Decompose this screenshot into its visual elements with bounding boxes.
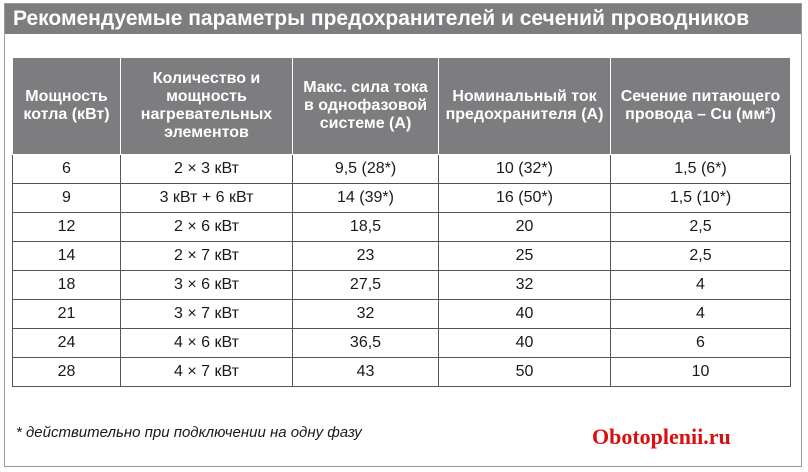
cell-max-current: 9,5 (28*) [293,155,439,184]
header-fuse-rated-current: Номинальный ток предохранителя (А) [439,58,611,155]
cell-power: 12 [13,213,121,242]
cell-cross-section: 10 [611,358,791,387]
cell-fuse: 50 [439,358,611,387]
cell-power: 9 [13,184,121,213]
cell-max-current: 32 [293,300,439,329]
cell-power: 28 [13,358,121,387]
header-heating-elements: Количество и мощность нагревательных элементов [121,58,293,155]
fuse-parameters-table [12,57,791,387]
page-title: Рекомендуемые параметры предохранителей и сечений проводников [13,7,750,30]
cell-max-current: 23 [293,242,439,271]
cell-power: 24 [13,329,121,358]
table-row [13,271,791,300]
table-row [13,300,791,329]
cell-elements: 3 кВт + 6 кВт [121,184,293,213]
table-row [13,329,791,358]
cell-max-current: 36,5 [293,329,439,358]
cell-elements: 4 × 7 кВт [121,358,293,387]
cell-fuse: 16 (50*) [439,184,611,213]
cell-max-current: 43 [293,358,439,387]
cell-max-current: 14 (39*) [293,184,439,213]
cell-elements: 4 × 6 кВт [121,329,293,358]
cell-cross-section: 6 [611,329,791,358]
cell-elements: 2 × 3 кВт [121,155,293,184]
table-row [13,242,791,271]
cell-elements: 2 × 7 кВт [121,242,293,271]
cell-fuse: 40 [439,300,611,329]
cell-cross-section: 4 [611,300,791,329]
table-row [13,213,791,242]
cell-cross-section: 2,5 [611,213,791,242]
footnote: * действительно при подключении на одну фазу [16,424,362,441]
table-row [13,358,791,387]
cell-elements: 3 × 6 кВт [121,271,293,300]
cell-max-current: 27,5 [293,271,439,300]
cell-cross-section: 1,5 (10*) [611,184,791,213]
table-row [13,184,791,213]
cell-power: 21 [13,300,121,329]
cell-power: 18 [13,271,121,300]
cell-fuse: 25 [439,242,611,271]
cell-max-current: 18,5 [293,213,439,242]
cell-power: 6 [13,155,121,184]
cell-fuse: 20 [439,213,611,242]
header-boiler-power: Мощность котла (кВт) [13,58,121,155]
table-row [13,155,791,184]
table-body [13,155,791,387]
site-watermark: Obotoplenii.ru [592,424,731,449]
cell-power: 14 [13,242,121,271]
cell-cross-section: 4 [611,271,791,300]
cell-elements: 3 × 7 кВт [121,300,293,329]
title-bar [5,4,801,34]
cell-fuse: 40 [439,329,611,358]
cell-cross-section: 2,5 [611,242,791,271]
cell-cross-section: 1,5 (6*) [611,155,791,184]
cell-fuse: 10 (32*) [439,155,611,184]
header-max-current: Макс. сила тока в однофазовой системе (А) [293,58,439,155]
cell-elements: 2 × 6 кВт [121,213,293,242]
header-wire-cross-section: Сечение питающего провода – Cu (мм²) [611,58,791,155]
cell-fuse: 32 [439,271,611,300]
table-header-row [13,58,791,155]
